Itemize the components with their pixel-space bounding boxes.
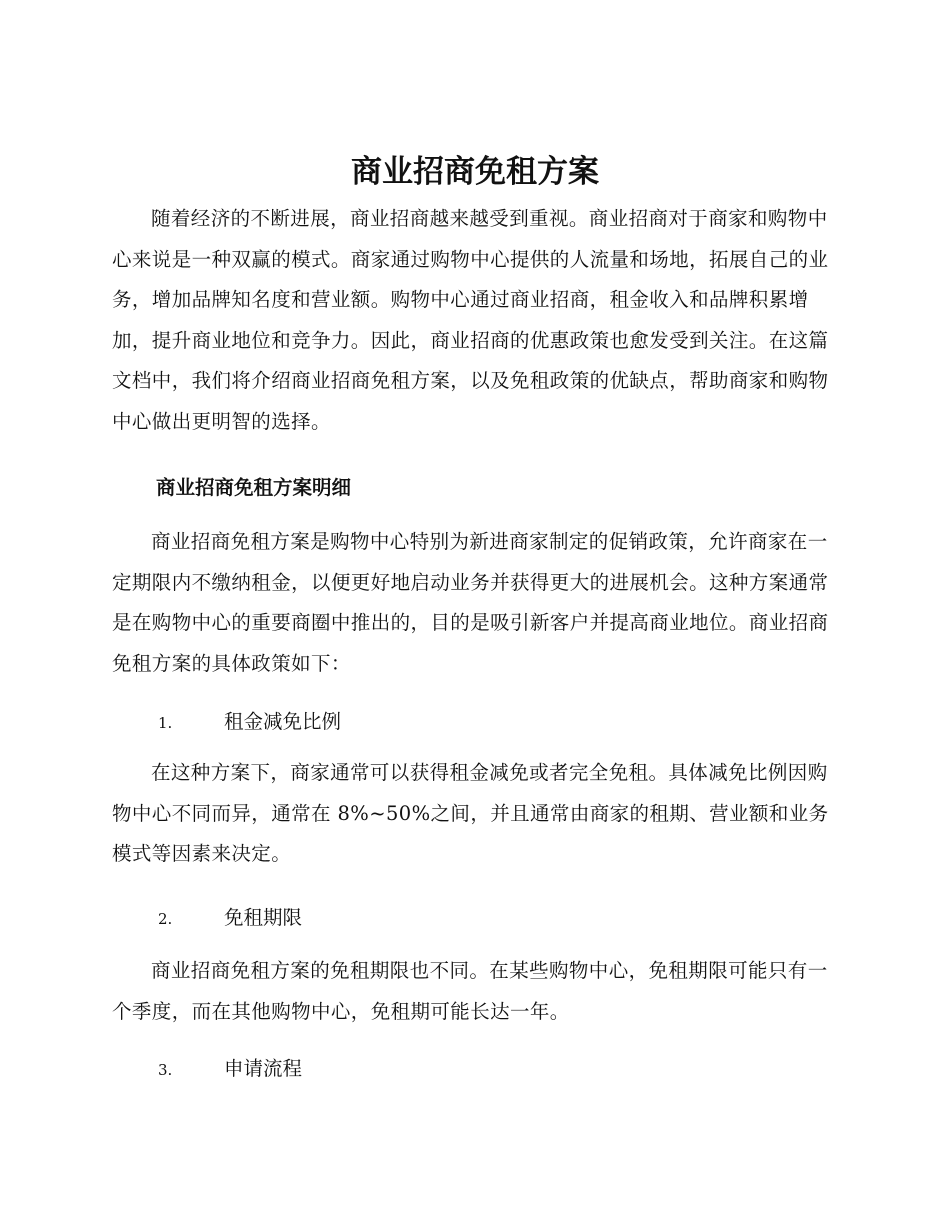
list-item-1 bbox=[158, 702, 341, 743]
document-title: 商业招商免租方案 bbox=[351, 154, 599, 190]
list-label: 租金减免比例 bbox=[224, 710, 342, 733]
list-label: 免租期限 bbox=[224, 906, 303, 929]
list-number: 2. bbox=[158, 910, 173, 928]
item-2-paragraph: 商业招商免租方案的免租期限也不同。在某些购物中心，免租期限可能只有一个季度，而在其他购物中心，免租期可能长达一年。 bbox=[112, 959, 828, 1023]
list-item-2 bbox=[158, 898, 302, 939]
section-paragraph: 商业招商免租方案是购物中心特别为新进商家制定的促销政策，允许商家在一定期限内不缴纳租金，以便更好地启动业务并获得更大的进展机会。这种方案通常是在购物中心的重要商圈中推出的，目的是吸引新客户并提高商业地位。商业招商免租方案的具体政策如下： bbox=[112, 530, 829, 675]
item-1-paragraph: 在这种方案下，商家通常可以获得租金减免或者完全免租。具体减免比例因购物中心不同而异，通常在 8%~50%之间，并且通常由商家的租期、营业额和业务模式等因素来决定。 bbox=[112, 761, 829, 865]
list-number: 3. bbox=[158, 1061, 173, 1079]
list-number: 1. bbox=[158, 714, 173, 732]
intro-paragraph: 随着经济的不断进展，商业招商越来越受到重视。商业招商对于商家和购物中心来说是一种双赢的模式。商家通过购物中心提供的人流量和场地，拓展自己的业务，增加品牌知名度和营业额。购物中心通过商业招商，租金收入和品牌积累增加，提升商业地位和竞争力。因此，商业招商的优惠政策也愈发受到关注。在这篇文档中，我们将介绍商业招商免租方案，以及免租政策的优缺点，帮助商家和购物中心做出更明智的选择。 bbox=[112, 207, 829, 433]
section-heading: 商业招商免租方案明细 bbox=[156, 476, 352, 499]
list-item-3 bbox=[158, 1049, 302, 1090]
list-label: 申请流程 bbox=[224, 1057, 303, 1080]
